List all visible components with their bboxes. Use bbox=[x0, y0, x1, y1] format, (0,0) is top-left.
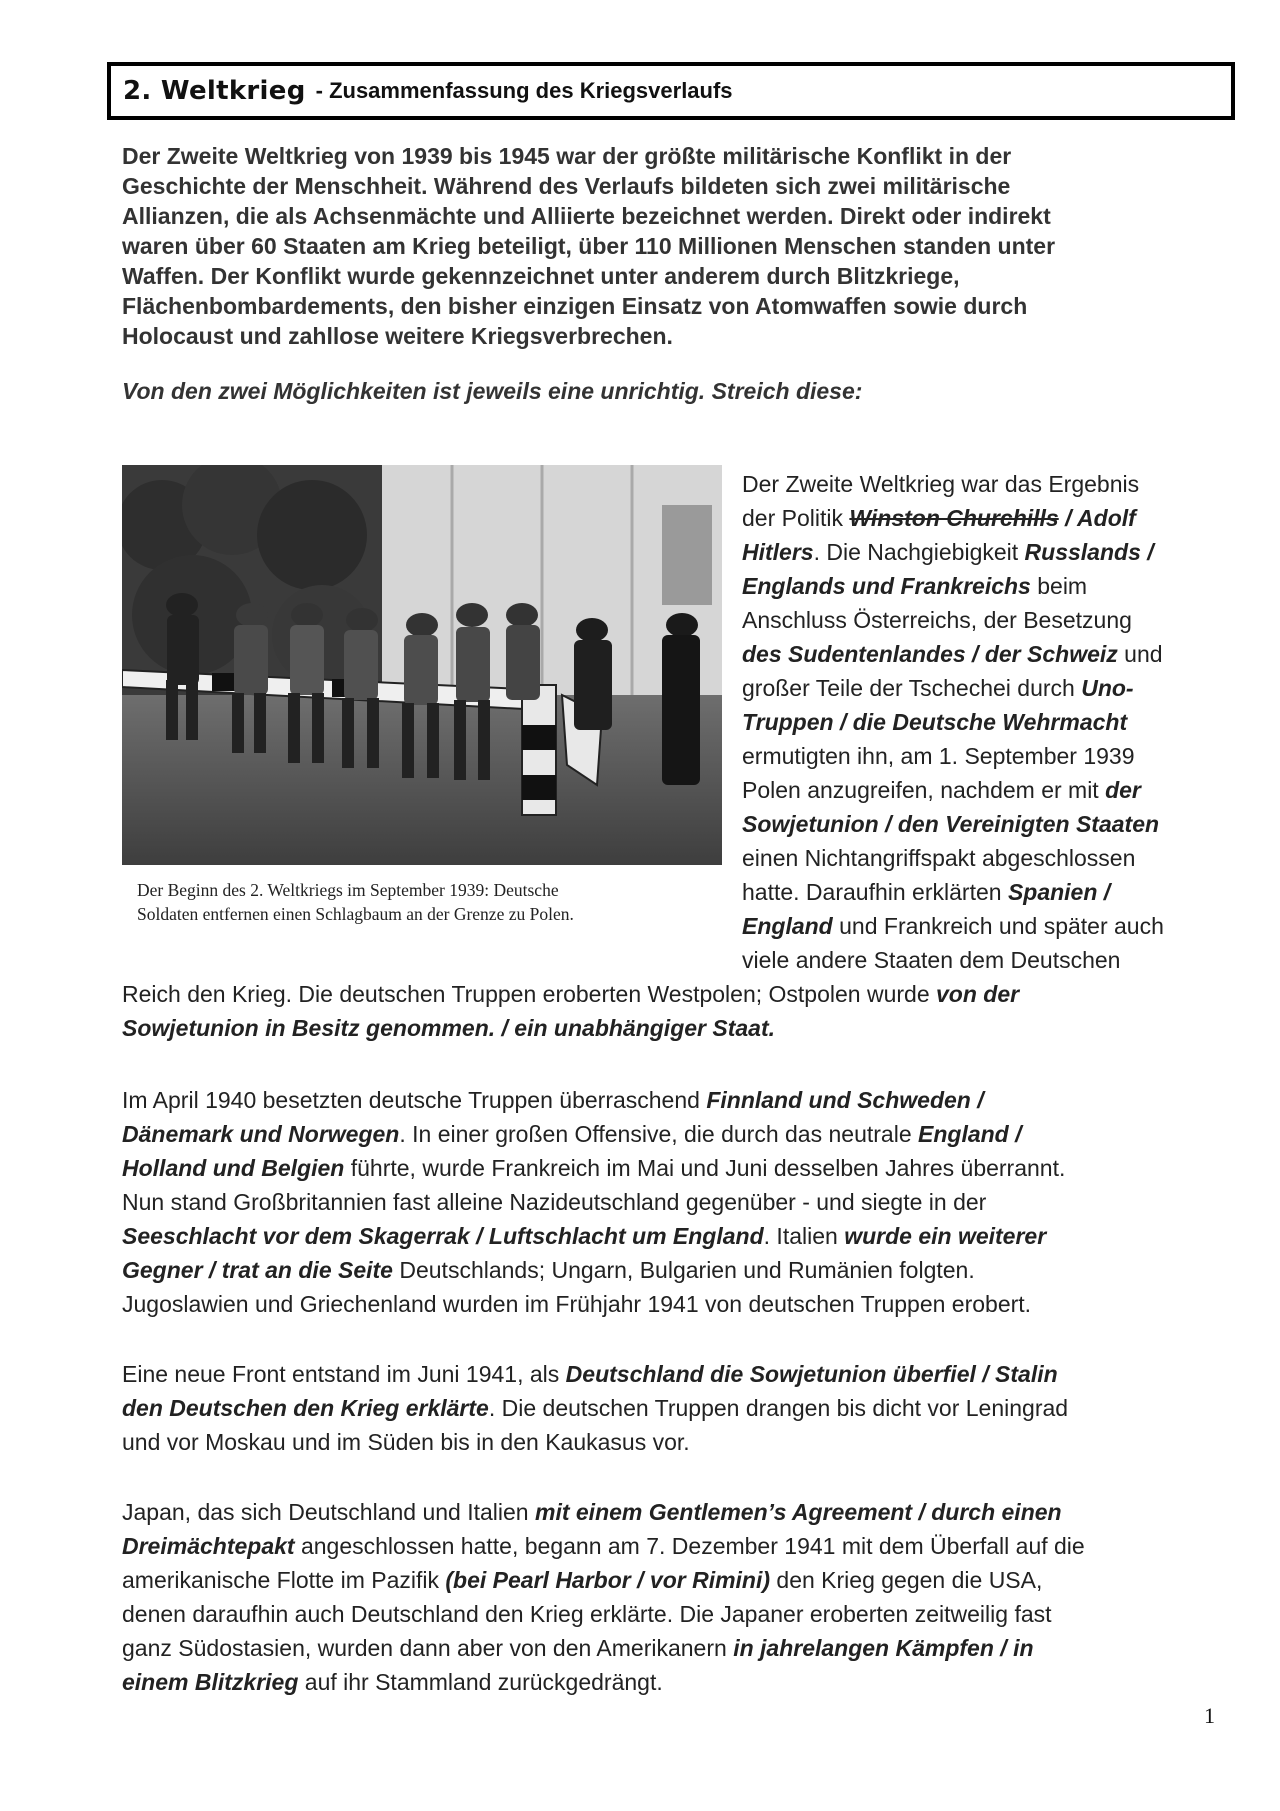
text-line: ganz Südostasien, wurden dann aber von den Amerikanern in jahrelangen Kämpfen / in bbox=[122, 1635, 1034, 1661]
text-line: Truppen / die Deutsche Wehrmacht bbox=[742, 709, 1128, 735]
text-line: großer Teile der Tschechei durch Uno- bbox=[742, 675, 1134, 701]
text-line: Dreimächtepakt angeschlossen hatte, begann am 7. Dezember 1941 mit dem Überfall auf die bbox=[122, 1533, 1085, 1559]
text-line: Polen anzugreifen, nachdem er mit der bbox=[742, 777, 1141, 803]
historical-photo bbox=[122, 465, 722, 865]
title-box bbox=[107, 62, 1235, 120]
text-line: Sowjetunion in Besitz genommen. / ein unabhängiger Staat. bbox=[122, 1015, 776, 1041]
text-line: Seeschlacht vor dem Skagerrak / Luftschlacht um England. Italien wurde ein weiterer bbox=[122, 1223, 1047, 1249]
text-line: einen Nichtangriffspakt abgeschlossen bbox=[742, 845, 1136, 871]
text-line: der Politik Winston Churchills / Adolf bbox=[742, 505, 1136, 531]
page-title: 2. Weltkrieg bbox=[123, 76, 306, 106]
struck-option: Winston Churchills bbox=[849, 505, 1059, 531]
text-line: England und Frankreich und später auch bbox=[742, 913, 1164, 939]
paragraph-continuation bbox=[122, 977, 1232, 1045]
text-line: viele andere Staaten dem Deutschen bbox=[742, 947, 1121, 973]
page-subtitle: - Zusammenfassung des Kriegsverlaufs bbox=[315, 78, 733, 103]
text-line: Sowjetunion / den Vereinigten Staaten bbox=[742, 811, 1160, 837]
intro-line: Der Zweite Weltkrieg von 1939 bis 1945 war der größte militärische Konflikt in der bbox=[122, 143, 1012, 169]
paragraph-1940 bbox=[122, 1083, 1232, 1321]
text-line: einem Blitzkrieg auf ihr Stammland zurückgedrängt. bbox=[122, 1669, 663, 1695]
text-line: Dänemark und Norwegen. In einer großen Offensive, die durch das neutrale England / bbox=[122, 1121, 1022, 1147]
caption-line: Soldaten entfernen einen Schlagbaum an der Grenze zu Polen. bbox=[137, 904, 574, 924]
text-line: hatte. Daraufhin erklärten Spanien / bbox=[742, 879, 1111, 905]
caption-line: Der Beginn des 2. Weltkriegs im September 1939: Deutsche bbox=[137, 880, 559, 900]
text-line: Der Zweite Weltkrieg war das Ergebnis bbox=[742, 471, 1140, 497]
text-line: amerikanische Flotte im Pazifik (bei Pearl Harbor / vor Rimini) den Krieg gegen die USA, bbox=[122, 1567, 1043, 1593]
text-line: Jugoslawien und Griechenland wurden im Frühjahr 1941 von deutschen Truppen erobert. bbox=[122, 1291, 1032, 1317]
text-line: Anschluss Österreichs, der Besetzung bbox=[742, 607, 1132, 633]
text-line: ermutigten ihn, am 1. September 1939 bbox=[742, 743, 1135, 769]
text-line: und vor Moskau und im Süden bis in den Kaukasus vor. bbox=[122, 1429, 690, 1455]
exercise-instruction: Von den zwei Möglichkeiten ist jeweils eine unrichtig. Streich diese: bbox=[122, 378, 863, 404]
photo-illustration bbox=[122, 465, 722, 865]
intro-line: waren über 60 Staaten am Krieg beteiligt, über 110 Millionen Menschen standen unter bbox=[122, 233, 1056, 259]
text-line: Englands und Frankreichs beim bbox=[742, 573, 1088, 599]
intro-line: Waffen. Der Konflikt wurde gekennzeichnet unter anderem durch Blitzkriege, bbox=[122, 263, 960, 289]
text-line: den Deutschen den Krieg erklärte. Die deutschen Truppen drangen bis dicht vor Leningrad bbox=[122, 1395, 1069, 1421]
text-line: denen daraufhin auch Deutschland den Krieg erklärte. Die Japaner eroberten zeitweilig fast bbox=[122, 1601, 1052, 1627]
text-beside-photo bbox=[742, 467, 1230, 977]
text-line: Japan, das sich Deutschland und Italien mit einem Gentlemen’s Agreement / durch einen bbox=[122, 1499, 1062, 1525]
photo-caption bbox=[137, 878, 697, 926]
intro-line: Allianzen, die als Achsenmächte und Alliierte bezeichnet werden. Direkt oder indirekt bbox=[122, 203, 1051, 229]
text-line: Nun stand Großbritannien fast alleine Nazideutschland gegenüber - und siegte in der bbox=[122, 1189, 987, 1215]
text-line: Gegner / trat an die Seite Deutschlands; Ungarn, Bulgarien und Rumänien folgten. bbox=[122, 1257, 975, 1283]
text-line: des Sudentenlandes / der Schweiz und bbox=[742, 641, 1163, 667]
intro-line: Geschichte der Menschheit. Während des Verlaufs bildeten sich zwei militärische bbox=[122, 173, 1011, 199]
paragraph-1941-east bbox=[122, 1357, 1232, 1459]
intro-line: Holocaust und zahllose weitere Kriegsverbrechen. bbox=[122, 323, 673, 349]
text-line: Reich den Krieg. Die deutschen Truppen eroberten Westpolen; Ostpolen wurde von der bbox=[122, 981, 1020, 1007]
intro-paragraph bbox=[122, 141, 1222, 351]
paragraph-japan bbox=[122, 1495, 1232, 1699]
text-line: Im April 1940 besetzten deutsche Truppen überraschend Finnland und Schweden / bbox=[122, 1087, 984, 1113]
page-number: 1 bbox=[1204, 1703, 1215, 1728]
text-line: Holland und Belgien führte, wurde Frankreich im Mai und Juni desselben Jahres überrannt. bbox=[122, 1155, 1066, 1181]
text-line: Hitlers. Die Nachgiebigkeit Russlands / bbox=[742, 539, 1154, 565]
text-line: Eine neue Front entstand im Juni 1941, als Deutschland die Sowjetunion überfiel / Stalin bbox=[122, 1361, 1058, 1387]
intro-line: Flächenbombardements, den bisher einzigen Einsatz von Atomwaffen sowie durch bbox=[122, 293, 1028, 319]
